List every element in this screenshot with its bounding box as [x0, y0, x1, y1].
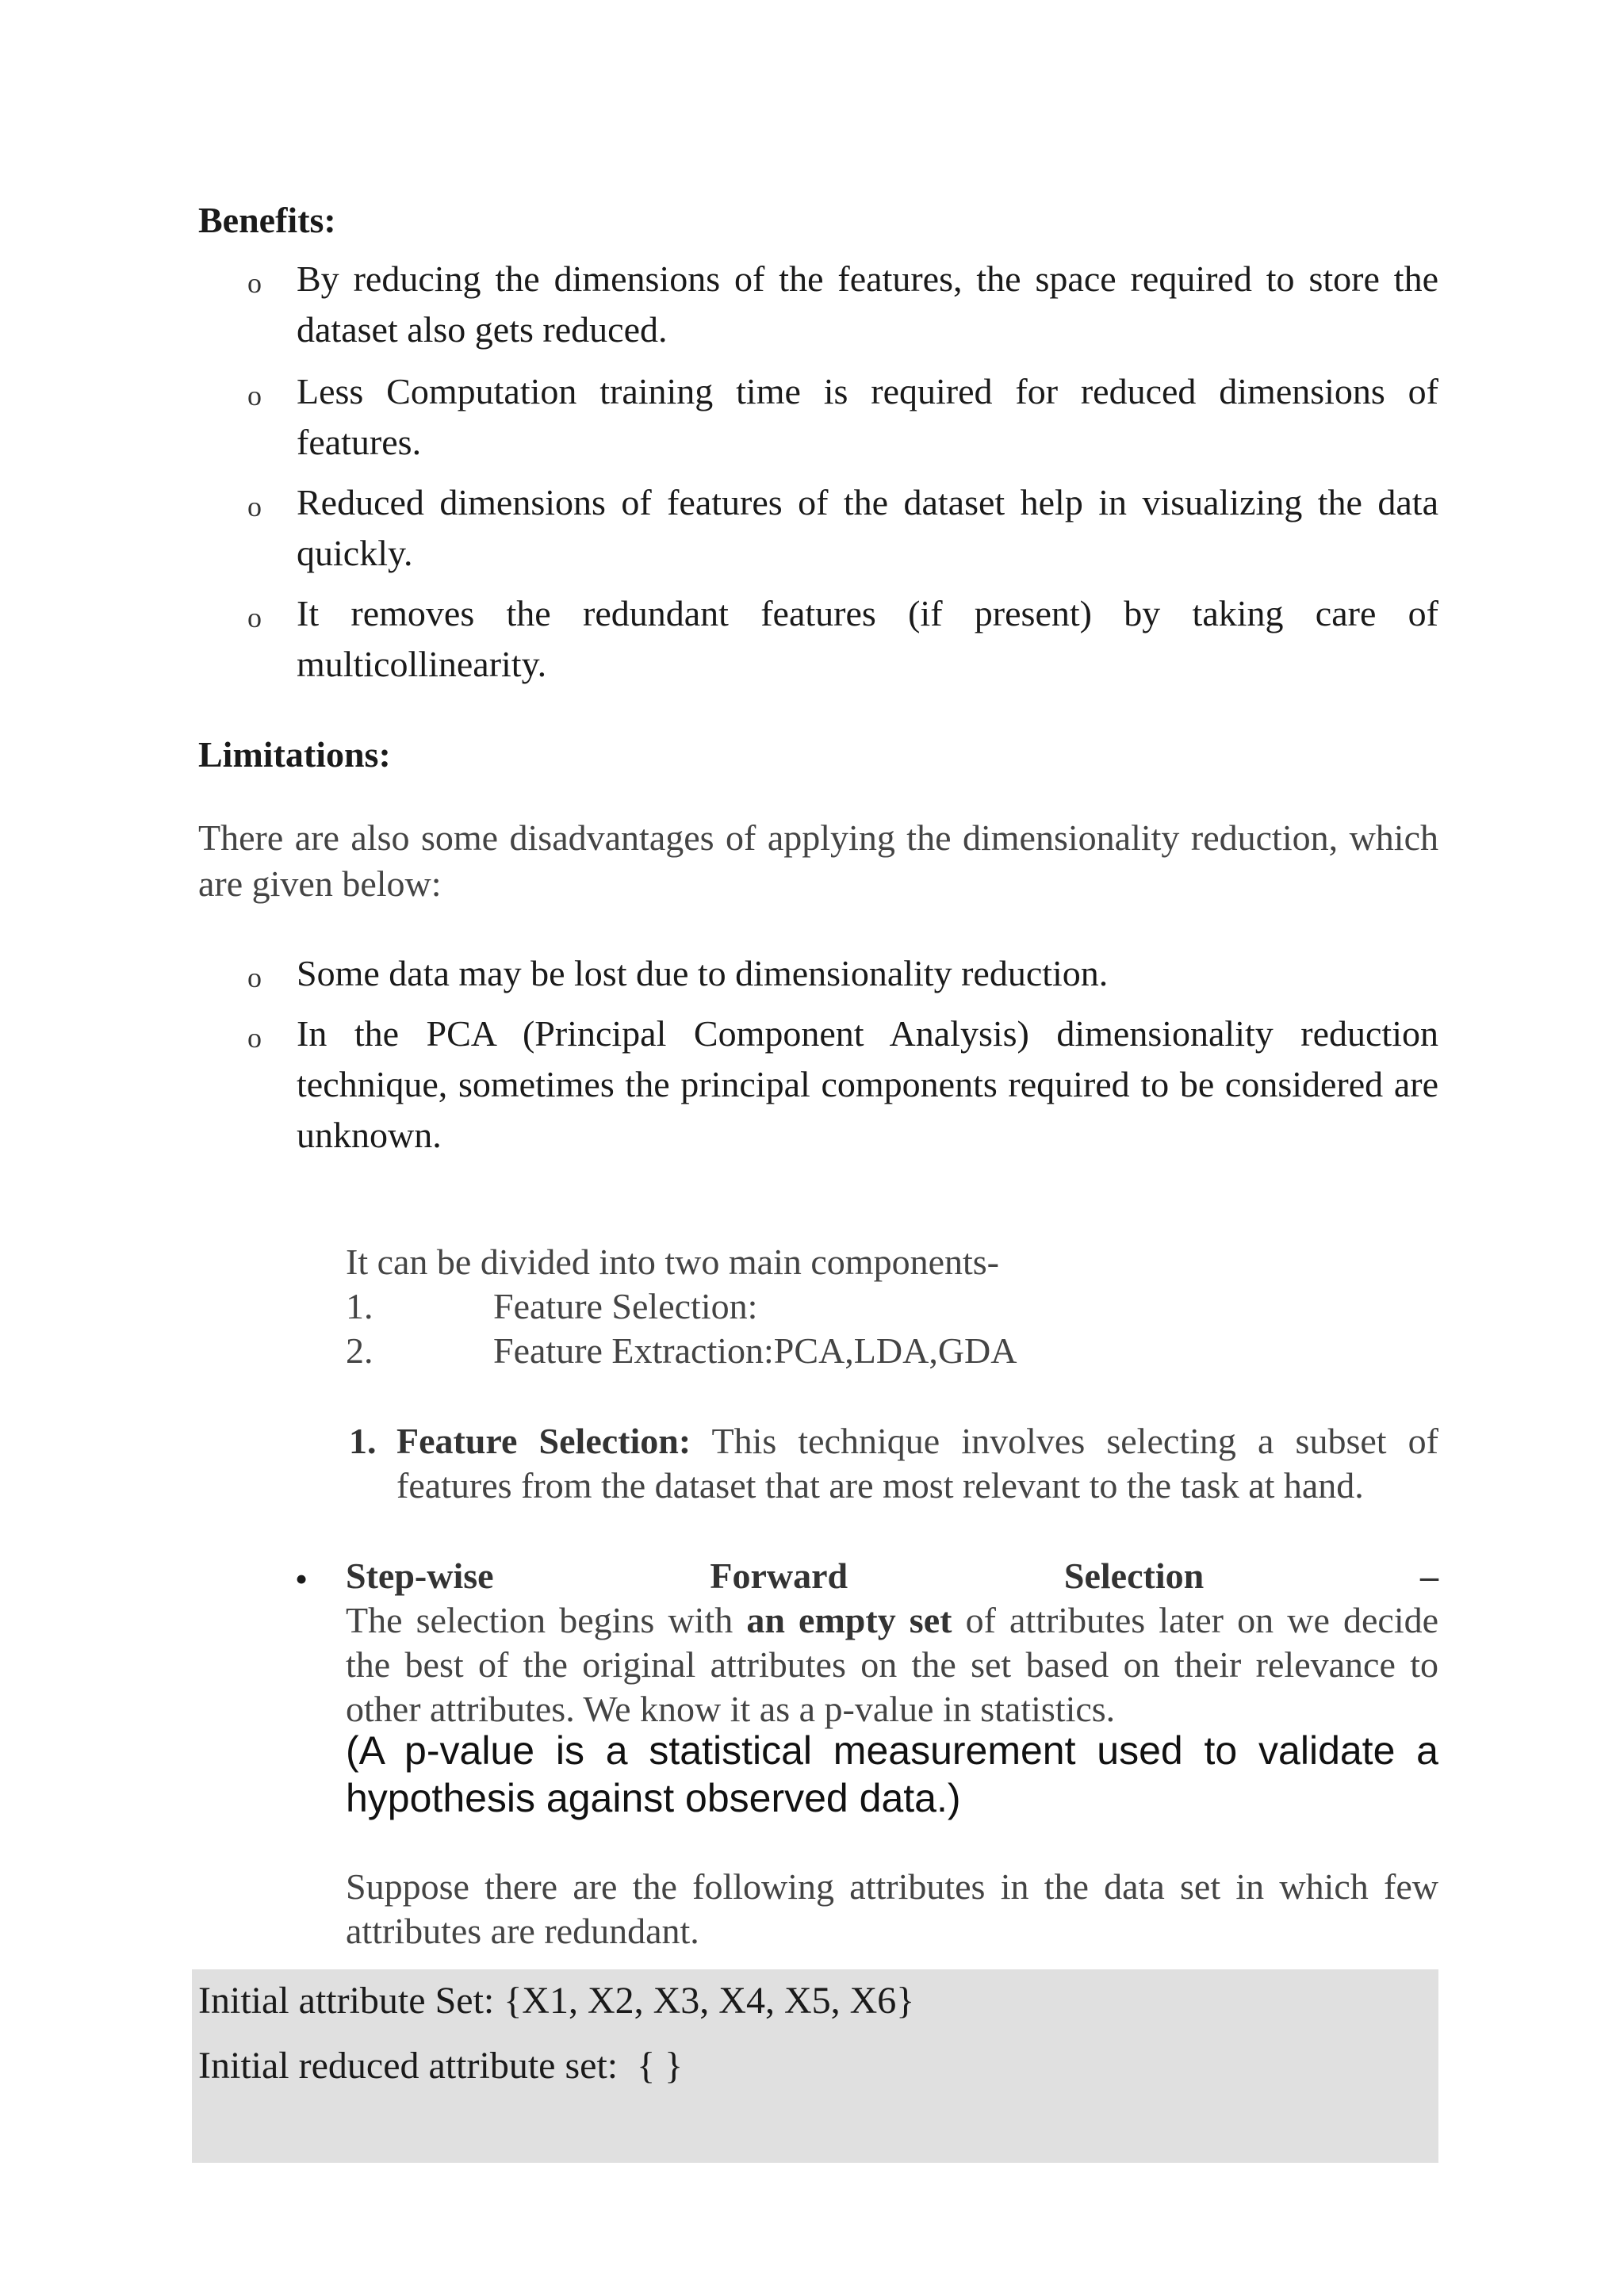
empty-set-emphasis: an empty set: [746, 1600, 952, 1640]
feature-selection-text: This technique involves selecting a subset of features from the dataset that are most relevant to the task at hand.: [396, 1421, 1438, 1506]
components-intro: It can be divided into two main components-: [346, 1242, 999, 1282]
stepwise-title-word: Selection: [1063, 1556, 1205, 1596]
bullet-icon: o: [247, 602, 262, 633]
stepwise-title-word: Forward: [710, 1556, 848, 1596]
suppose-text: Suppose there are the following attributes in the data set in which few attributes are redundant.: [346, 1866, 1438, 1951]
component-num: 2.: [346, 1330, 373, 1371]
benefits-heading: Benefits:: [198, 200, 336, 240]
component-text: Feature Selection:: [493, 1286, 758, 1326]
limitation-item: Some data may be lost due to dimensionality reduction.: [297, 953, 1109, 993]
feature-selection-title: Feature Selection:: [396, 1421, 691, 1461]
benefit-item: Less Computation training time is required for reduced dimensions of features.: [297, 371, 1438, 462]
feature-selection-num: 1.: [349, 1421, 377, 1461]
benefit-item: By reducing the dimensions of the features, the space required to store the dataset also gets reduced.: [297, 258, 1438, 350]
limitations-intro: There are also some disadvantages of applying the dimensionality reduction, which are given below:: [198, 817, 1438, 904]
bullet-dot-icon: •: [295, 1559, 308, 1599]
component-num: 1.: [346, 1286, 373, 1326]
stepwise-title-word: Step-wise: [346, 1556, 494, 1596]
limitations-heading: Limitations:: [198, 734, 391, 775]
bullet-icon: o: [247, 491, 262, 522]
bullet-icon: o: [247, 1022, 262, 1054]
bullet-icon: o: [247, 380, 262, 411]
component-text: Feature Extraction:PCA,LDA,GDA: [493, 1330, 1017, 1371]
benefit-item: Reduced dimensions of features of the dataset help in visualizing the data quickly.: [297, 482, 1438, 573]
limitation-item: In the PCA (Principal Component Analysis) dimensionality reduction technique, sometimes the principal components required to be considered are unknown.: [297, 1013, 1438, 1155]
stepwise-description: The selection begins with an empty set of attributes later on we decide the best of the original attributes on the set based on their relevance to other attributes. We know it as a p-value in statistics.: [346, 1600, 1439, 1729]
stepwise-title: [346, 1554, 1438, 1598]
initial-reduced-attribute-set: Initial reduced attribute set: { }: [198, 2045, 684, 2087]
bullet-icon: o: [247, 267, 262, 299]
pvalue-note: (A p-value is a statistical measurement used to validate a hypothesis against observed data.): [346, 1728, 1438, 1820]
feature-selection-definition: [396, 1419, 1438, 1508]
benefit-item: It removes the redundant features (if present) by taking care of multicollinearity.: [297, 593, 1438, 684]
bullet-icon: o: [247, 962, 262, 993]
stepwise-title-word: –: [1419, 1556, 1438, 1596]
initial-attribute-set: Initial attribute Set: {X1, X2, X3, X4, X5, X6}: [198, 1980, 915, 2022]
